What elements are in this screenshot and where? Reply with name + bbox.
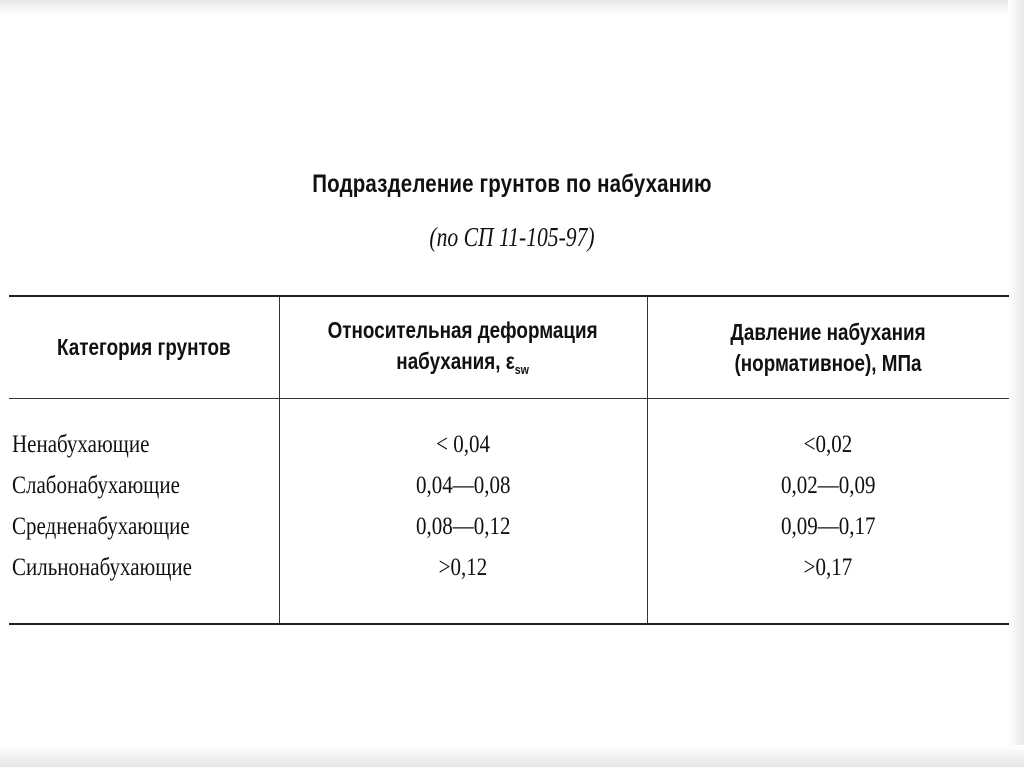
header-deformation-line2: набухания, ε — [396, 348, 516, 374]
table-row — [9, 465, 1009, 506]
header-deformation-line1: Относительная деформация — [328, 317, 598, 343]
header-deformation — [279, 297, 647, 398]
slide-frame-bottom — [0, 745, 1024, 767]
cell-deformation: 0,08—0,12 — [415, 513, 511, 540]
header-deformation-subscript: sw — [515, 362, 530, 377]
cell-deformation: >0,12 — [438, 554, 488, 581]
cell-category: Слабонабухающие — [12, 472, 180, 499]
cell-pressure: 0,09—0,17 — [780, 513, 876, 540]
header-pressure-line1: Давление набухания — [730, 318, 926, 345]
cell-pressure: <0,02 — [803, 431, 853, 458]
table-row — [9, 506, 1009, 547]
header-category: Категория грунтов — [57, 334, 231, 360]
cell-deformation: < 0,04 — [436, 431, 490, 458]
header-pressure-line2: (нормативное), МПа — [734, 349, 922, 376]
cell-category: Ненабухающие — [12, 431, 150, 458]
cell-pressure: >0,17 — [803, 554, 853, 581]
cell-pressure: 0,02—0,09 — [780, 472, 876, 499]
table-row — [9, 424, 1009, 465]
slide-frame-right — [1008, 0, 1024, 767]
table-subtitle: (по СП 11-105-97) — [429, 222, 595, 252]
cell-category: Сильнонабухающие — [12, 554, 192, 581]
header-pressure — [647, 297, 1009, 398]
cell-deformation: 0,04—0,08 — [415, 472, 511, 499]
table-body — [9, 424, 1009, 588]
slide-frame-top — [0, 0, 1024, 14]
table-title: Подразделение грунтов по набуханию — [312, 170, 712, 198]
header-divider — [9, 398, 1009, 399]
cell-category: Средненабухающие — [12, 513, 190, 540]
swelling-classification-table — [9, 295, 1009, 625]
table-row — [9, 547, 1009, 588]
